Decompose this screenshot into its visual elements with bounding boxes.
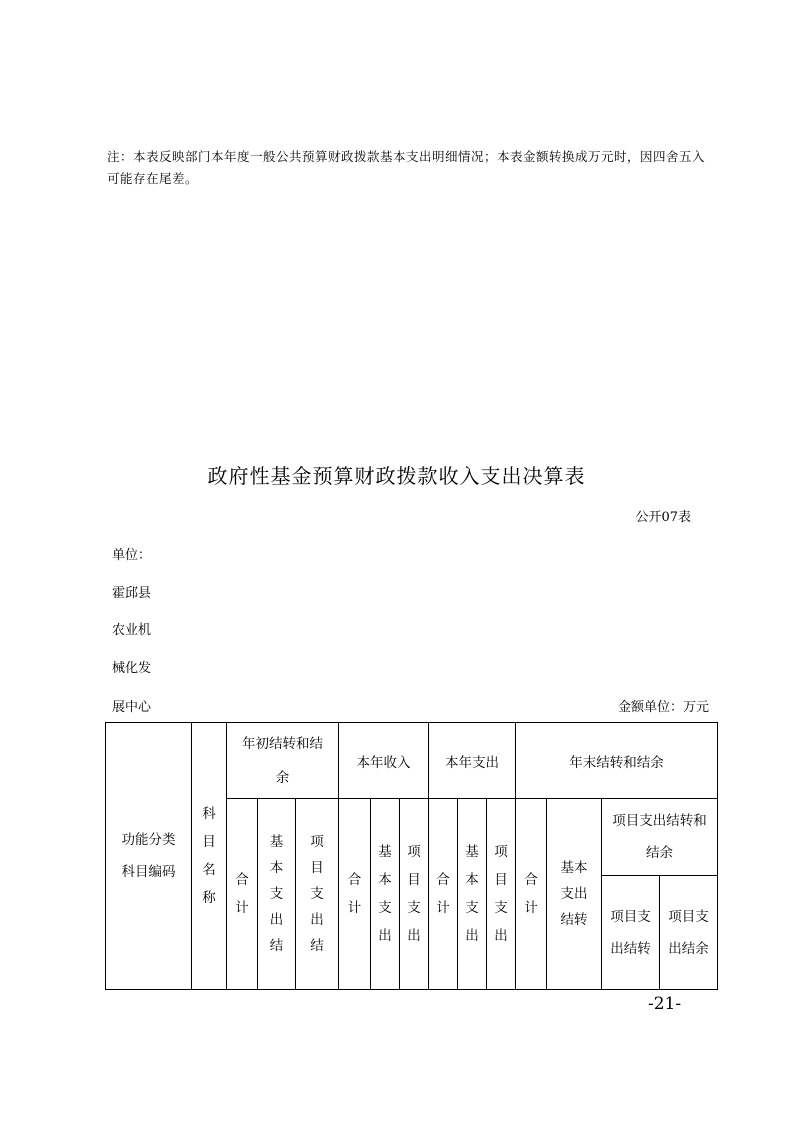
income-header: 本年收入 [339, 723, 429, 799]
unit-name-line: 展中心 [112, 700, 152, 715]
unit-name-line: 农业机 [112, 623, 152, 638]
expense-project-header: 项目支出 [487, 799, 516, 990]
begin-balance-header: 年初结转和结余 [227, 723, 339, 799]
begin-total-header: 合计 [227, 799, 258, 990]
end-project-carry-header: 项目支 出结转 [602, 876, 660, 990]
begin-project-header: 项目支出结 [296, 799, 339, 990]
expense-header: 本年支出 [429, 723, 516, 799]
end-balance-header: 年末结转和结余 [516, 723, 718, 799]
budget-table [105, 722, 718, 990]
end-basic-header: 基本 支出 结转 [547, 799, 602, 990]
income-total-header: 合计 [339, 799, 371, 990]
unit-label: 单位： [112, 548, 152, 563]
unit-name-line: 霍邱县 [112, 586, 152, 601]
table-note: 注：本表反映部门本年度一般公共预算财政拨款基本支出明细情况；本表金额转换成万元时，因四舍五入可能存在尾差。 [107, 149, 706, 186]
page-title: 政府性基金预算财政拨款收入支出决算表 [207, 464, 586, 488]
income-basic-header: 基本支出 [371, 799, 400, 990]
expense-total-header: 合计 [429, 799, 458, 990]
form-number: 公开07表 [635, 510, 691, 525]
amount-unit: 金额单位：万元 [617, 700, 709, 715]
unit-name-line: 械化发 [112, 661, 152, 676]
func-code-header: 功能分类 科目编码 [106, 723, 192, 990]
income-project-header: 项目支出 [400, 799, 429, 990]
subject-name-header: 科目名称 [192, 723, 227, 990]
page-number: -21- [648, 994, 682, 1014]
end-total-header: 合计 [516, 799, 547, 990]
end-project-group-header: 项目支出结转和 结余 [602, 799, 718, 876]
end-project-surplus-header: 项目支 出结余 [660, 876, 718, 990]
begin-basic-header: 基本支出结 [258, 799, 296, 990]
expense-basic-header: 基本支出 [458, 799, 487, 990]
